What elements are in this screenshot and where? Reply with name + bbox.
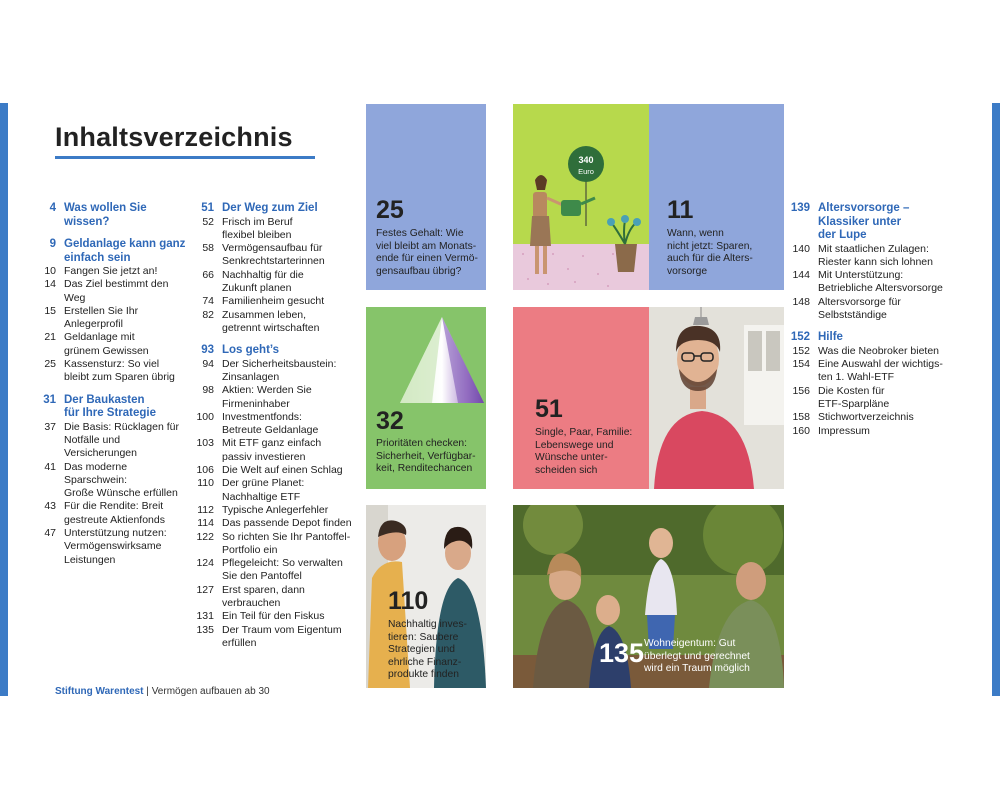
toc-title-line: passiv investieren [222, 450, 306, 463]
toc-title-line: Sie den Pantoffel [222, 570, 302, 583]
toc-page-number: 98 [202, 384, 214, 397]
toc-title [818, 331, 964, 345]
tile-25-caption [376, 228, 486, 278]
toc-entry[interactable] [30, 278, 190, 305]
toc-title-line: Notfälle und Versicherungen [64, 433, 137, 460]
toc-page-number: 31 [43, 393, 56, 406]
toc-page-number: 74 [202, 295, 214, 308]
toc-title [222, 584, 363, 611]
toc-title [818, 385, 964, 412]
toc-page-number: 14 [44, 278, 56, 291]
caption-line: Wann, wenn [667, 228, 724, 239]
toc-page-number: 15 [44, 304, 56, 317]
toc-title-line: Der Weg zum Ziel [222, 202, 318, 214]
toc-entry[interactable] [30, 358, 190, 385]
toc-title-line: Vermögenswirksame [64, 540, 162, 553]
toc-entry[interactable] [784, 345, 964, 358]
toc-page-number: 4 [49, 202, 56, 214]
toc-title [64, 238, 190, 265]
toc-title-line: Aktien: Werden Sie [222, 384, 312, 397]
toc-title-line: Familienheim gesucht [222, 295, 325, 308]
watering-illustration [513, 104, 649, 290]
toc-page-number: 52 [202, 215, 214, 228]
toc-entry[interactable] [188, 477, 363, 504]
toc-title-line: Der Sicherheitsbaustein: [222, 357, 337, 370]
toc-column-2 [188, 202, 363, 650]
toc-section[interactable] [30, 238, 190, 265]
toc-title-line: Das moderne Sparschwein: [64, 460, 128, 486]
caption-line: Lebenswege und [535, 439, 614, 451]
toc-title [222, 344, 363, 358]
toc-page-number: 148 [792, 295, 810, 308]
toc-title-line: Das Ziel bestimmt den Weg [64, 278, 169, 304]
toc-title-line: Geldanlage mit [64, 331, 135, 344]
caption-line: überlegt und gerechnet [644, 650, 750, 662]
toc-title-line: Kassensturz: So viel [64, 358, 160, 371]
toc-title-line: grünem Gewissen [64, 344, 149, 357]
toc-entry[interactable] [188, 216, 363, 243]
toc-page-number: 37 [44, 420, 56, 433]
tile-110-caption [388, 619, 486, 682]
toc-entry[interactable] [188, 437, 363, 464]
toc-title-line: Betriebliche Altersvorsorge [818, 282, 943, 295]
toc-page-number: 93 [201, 344, 214, 357]
toc-title-line: Erstellen Sie Ihr [64, 304, 139, 317]
toc-entry[interactable] [30, 461, 190, 501]
toc-title-line: Altersvorsorge – [818, 202, 910, 214]
toc-title [818, 202, 964, 243]
toc-page-number: 124 [196, 557, 214, 570]
caption-line: wird ein Traum möglich [644, 663, 750, 674]
tile-51[interactable] [513, 307, 649, 489]
toc-page-number: 25 [44, 358, 56, 371]
toc-title-line: Der grüne Planet: [222, 477, 305, 490]
caption-line: viel bleibt am Monats- [376, 240, 477, 252]
toc-entry[interactable] [188, 517, 363, 530]
toc-entry[interactable] [784, 269, 964, 296]
toc-page-number: 152 [792, 344, 810, 357]
toc-page-number: 51 [201, 202, 214, 214]
toc-title [222, 517, 363, 530]
toc-title-line: für Ihre Strategie [64, 407, 157, 420]
toc-title [818, 358, 964, 385]
toc-column-3 [784, 202, 964, 438]
toc-title [818, 296, 964, 323]
caption-line: produkte finden [388, 669, 459, 680]
toc-entry[interactable] [188, 557, 363, 584]
toc-title-line: Vermögensaufbau für [222, 242, 323, 255]
toc-entry[interactable] [188, 531, 363, 558]
toc-title-line: Firmeninhaber [222, 397, 290, 410]
toc-title-line: Erst sparen, dann [222, 583, 305, 596]
page-footer [55, 686, 270, 697]
toc-page-number: 154 [792, 358, 810, 371]
toc-entry[interactable] [188, 411, 363, 438]
tile-135-caption [644, 638, 779, 676]
tile-110[interactable] [366, 505, 486, 688]
toc-title-line: Große Wünsche erfüllen [64, 487, 178, 500]
toc-title-line: Altersvorsorge für [818, 295, 901, 308]
tile-135[interactable] [513, 505, 784, 688]
caption-line: ehrliche Finanz- [388, 656, 462, 668]
toc-title [222, 411, 363, 438]
toc-title-line: Zusammen leben, [222, 308, 307, 321]
toc-section[interactable] [188, 344, 363, 358]
caption-line: nicht jetzt: Sparen, [667, 240, 753, 252]
toc-title-line: Stichwortverzeichnis [818, 411, 914, 424]
page-title: Inhaltsverzeichnis [55, 122, 293, 152]
toc-title [222, 269, 363, 296]
toc-entry[interactable] [784, 385, 964, 412]
toc-title-line: verbrauchen [222, 597, 281, 610]
toc-title [222, 464, 363, 477]
toc-title-line: Geldanlage kann ganz [64, 238, 186, 250]
toc-entry[interactable] [784, 358, 964, 385]
caption-line: Festes Gehalt: Wie [376, 228, 464, 239]
toc-title-line: Unterstützung nutzen: [64, 527, 167, 540]
toc-page-number: 135 [196, 623, 214, 636]
toc-title [222, 309, 363, 336]
toc-page-number: 156 [792, 384, 810, 397]
tile-32-caption [376, 438, 486, 476]
toc-entry[interactable] [30, 421, 190, 461]
caption-line: Sicherheit, Verfügbar- [376, 450, 476, 462]
toc-title-line: Frisch im Beruf [222, 215, 293, 228]
toc-entry[interactable] [188, 358, 363, 385]
toc-title [222, 504, 363, 517]
toc-title-line: Hilfe [818, 331, 843, 344]
toc-section[interactable] [784, 331, 964, 345]
toc-title [818, 345, 964, 358]
toc-title [222, 437, 363, 464]
tile-51-caption [535, 427, 649, 477]
toc-title [222, 216, 363, 243]
toc-title [222, 610, 363, 623]
toc-title-line: der Lupe [818, 229, 867, 241]
toc-title-line: flexibel bleiben [222, 228, 292, 241]
toc-page-number: 139 [790, 202, 810, 214]
toc-title [818, 411, 964, 424]
toc-title-line: Zukunft planen [222, 281, 292, 294]
toc-page-number: 131 [196, 610, 214, 623]
toc-title [64, 305, 190, 332]
toc-title-line: Pflegeleicht: So verwalten [222, 557, 343, 570]
left-edge-bar [0, 103, 8, 696]
tile-25[interactable] [366, 104, 486, 290]
tile-11-number: 11 [667, 196, 694, 224]
toc-entry[interactable] [188, 295, 363, 308]
toc-title-line: Impressum [818, 424, 870, 437]
caption-line: Nachhaltig inves- [388, 619, 467, 630]
toc-entry[interactable] [188, 464, 363, 477]
toc-title-line: Eine Auswahl der wichtigs- [818, 358, 943, 371]
toc-title [64, 461, 190, 501]
tile-135-number: 135 [599, 638, 645, 668]
caption-line: Wünsche unter- [535, 452, 608, 463]
tile-11-caption [667, 228, 782, 278]
toc-entry[interactable] [784, 243, 964, 270]
toc-title-line: Was wollen Sie [64, 202, 147, 214]
toc-page-number: 152 [790, 331, 810, 344]
toc-entry[interactable] [188, 610, 363, 623]
toc-entry[interactable] [30, 331, 190, 358]
footer-separator: | [146, 686, 149, 697]
toc-page-number: 110 [197, 477, 214, 490]
toc-title-line: gestreute Aktienfonds [64, 513, 165, 526]
toc-entry[interactable] [188, 309, 363, 336]
toc-title [64, 278, 190, 305]
toc-title [818, 269, 964, 296]
toc-title [222, 477, 363, 504]
caption-line: Single, Paar, Familie: [535, 427, 633, 438]
toc-page-number: 112 [197, 503, 214, 516]
toc-title [222, 624, 363, 651]
toc-title [64, 331, 190, 358]
toc-title-line: Nachhaltige ETF [222, 490, 301, 503]
toc-title-line: Zinsanlagen [222, 370, 280, 383]
toc-title-line: Betreute Geldanlage [222, 424, 319, 437]
footer-book-title: Vermögen aufbauen ab 30 [151, 686, 270, 697]
toc-section[interactable] [30, 394, 190, 421]
caption-line: vorsorge [667, 265, 708, 277]
toc-page-number: 58 [202, 242, 214, 255]
toc-entry[interactable] [30, 265, 190, 278]
badge-amount: 340 [578, 155, 594, 165]
toc-entry[interactable] [30, 305, 190, 332]
caption-line: auch für die Alters- [667, 253, 753, 264]
toc-title-line: erfüllen [222, 636, 257, 649]
toc-title [222, 295, 363, 308]
toc-title [222, 531, 363, 558]
toc-title [818, 243, 964, 270]
toc-title-line: Mit staatlichen Zulagen: [818, 242, 929, 255]
toc-title [64, 500, 190, 527]
toc-title [64, 358, 190, 385]
toc-title-line: Los geht’s [222, 344, 280, 357]
caption-line: ende für einen Vermö- [376, 253, 478, 264]
toc-title-line: Mit Unterstützung: [818, 269, 904, 282]
toc-page-number: 66 [202, 268, 214, 281]
caption-line: scheiden sich [535, 464, 598, 476]
tile-110-number: 110 [388, 587, 429, 615]
toc-page-number: 21 [44, 331, 56, 344]
title-underline [55, 156, 315, 159]
caption-line: tieren: Saubere [388, 631, 459, 643]
toc-title [222, 358, 363, 385]
toc-title [64, 265, 190, 278]
toc-title [222, 384, 363, 411]
toc-page-number: 127 [196, 583, 214, 596]
toc-page-number: 94 [202, 357, 214, 370]
tile-25-number: 25 [376, 196, 404, 224]
toc-entry[interactable] [784, 296, 964, 323]
tile-32[interactable] [366, 307, 486, 489]
toc-entry[interactable] [188, 504, 363, 517]
toc-entry[interactable] [188, 384, 363, 411]
toc-section[interactable] [784, 202, 964, 243]
toc-title [222, 242, 363, 269]
toc-column-1 [30, 202, 190, 567]
toc-title-line: Senkrechtstarterinnen [222, 255, 325, 268]
man-photo-placeholder [649, 307, 784, 489]
tile-illustration-watering [513, 104, 649, 290]
toc-title-line: Die Basis: Rücklagen für [64, 420, 179, 433]
toc-entry[interactable] [188, 242, 363, 269]
right-edge-bar [992, 103, 1000, 696]
toc-section[interactable] [30, 202, 190, 229]
toc-entry[interactable] [30, 500, 190, 527]
toc-page-number: 158 [792, 411, 810, 424]
toc-title-line: Investmentfonds: [222, 410, 302, 423]
toc-title-line: So richten Sie Ihr Pantoffel- [222, 530, 351, 543]
toc-title [64, 394, 190, 421]
toc-page-number: 10 [44, 265, 56, 277]
toc-page-number: 114 [197, 517, 214, 530]
toc-title-line: Anlegerprofil [64, 318, 123, 331]
toc-title-line: Die Welt auf einen Schlag [222, 464, 343, 477]
toc-title-line: Typische Anlegerfehler [222, 503, 329, 516]
toc-page-number: 103 [196, 437, 214, 450]
toc-title-line: Ein Teil für den Fiskus [222, 610, 325, 623]
toc-title-line: Riester kann sich lohnen [818, 255, 933, 268]
toc-title-line: Für die Rendite: Breit [64, 500, 164, 513]
toc-title-line: Klassiker unter [818, 215, 902, 228]
footer-brand: Stiftung Warentest [55, 686, 144, 697]
tile-51-number: 51 [535, 395, 563, 423]
toc-title-line: Der Baukasten [64, 393, 145, 406]
caption-line: Strategien und [388, 644, 455, 655]
toc-page-number: 47 [44, 527, 56, 540]
caption-line: Wohneigentum: Gut [644, 638, 736, 649]
toc-title-line: bleibt zum Sparen übrig [64, 371, 175, 384]
toc-title [64, 202, 190, 229]
photo-man [649, 307, 784, 489]
toc-page-number: 41 [44, 460, 56, 473]
toc-title-line: Mit ETF ganz einfach [222, 437, 322, 450]
toc-entry[interactable] [188, 584, 363, 611]
toc-title-line: Das passende Depot finden [222, 517, 352, 530]
toc-title-line: ETF-Sparpläne [818, 397, 890, 410]
toc-entry[interactable] [188, 624, 363, 651]
toc-page-number: 9 [49, 238, 56, 250]
badge-unit: Euro [578, 167, 594, 176]
toc-title [818, 425, 964, 438]
toc-title-line: Selbstständige [818, 308, 887, 321]
toc-entry[interactable] [188, 269, 363, 296]
toc-page-number: 100 [196, 410, 214, 423]
toc-entry[interactable] [784, 411, 964, 424]
caption-line: keit, Renditechancen [376, 463, 473, 474]
toc-title-line: Portfolio ein [222, 543, 278, 556]
tile-11[interactable] [649, 104, 784, 290]
toc-title-line: einfach sein [64, 251, 131, 264]
toc-title-line: Der Traum vom Eigentum [222, 623, 342, 636]
toc-entry[interactable] [30, 527, 190, 567]
tile-32-number: 32 [376, 407, 404, 435]
toc-page-number: 43 [44, 500, 56, 513]
toc-entry[interactable] [784, 425, 964, 438]
toc-title-line: getrennt wirtschaften [222, 321, 320, 334]
toc-title [64, 421, 190, 461]
toc-page-number: 82 [202, 308, 214, 321]
toc-title-line: Die Kosten für [818, 384, 885, 397]
toc-page-number: 122 [196, 530, 214, 543]
toc-title-line: Was die Neobroker bieten [818, 344, 940, 357]
toc-title [222, 202, 363, 216]
toc-title [222, 557, 363, 584]
toc-page-number: 106 [196, 464, 214, 477]
toc-title-line: ten 1. Wahl-ETF [818, 371, 895, 384]
toc-title [64, 527, 190, 567]
toc-page-number: 144 [792, 269, 810, 282]
toc-title-line: wissen? [64, 215, 110, 228]
caption-line: gensaufbau übrig? [376, 265, 462, 277]
toc-section[interactable] [188, 202, 363, 216]
toc-title-line: Fangen Sie jetzt an! [64, 265, 158, 277]
toc-title-line: Leistungen [64, 553, 116, 566]
toc-title-line: Nachhaltig für die [222, 268, 304, 281]
toc-page-number: 160 [792, 424, 810, 437]
caption-line: Prioritäten checken: [376, 438, 468, 449]
toc-page-number: 140 [792, 242, 810, 255]
